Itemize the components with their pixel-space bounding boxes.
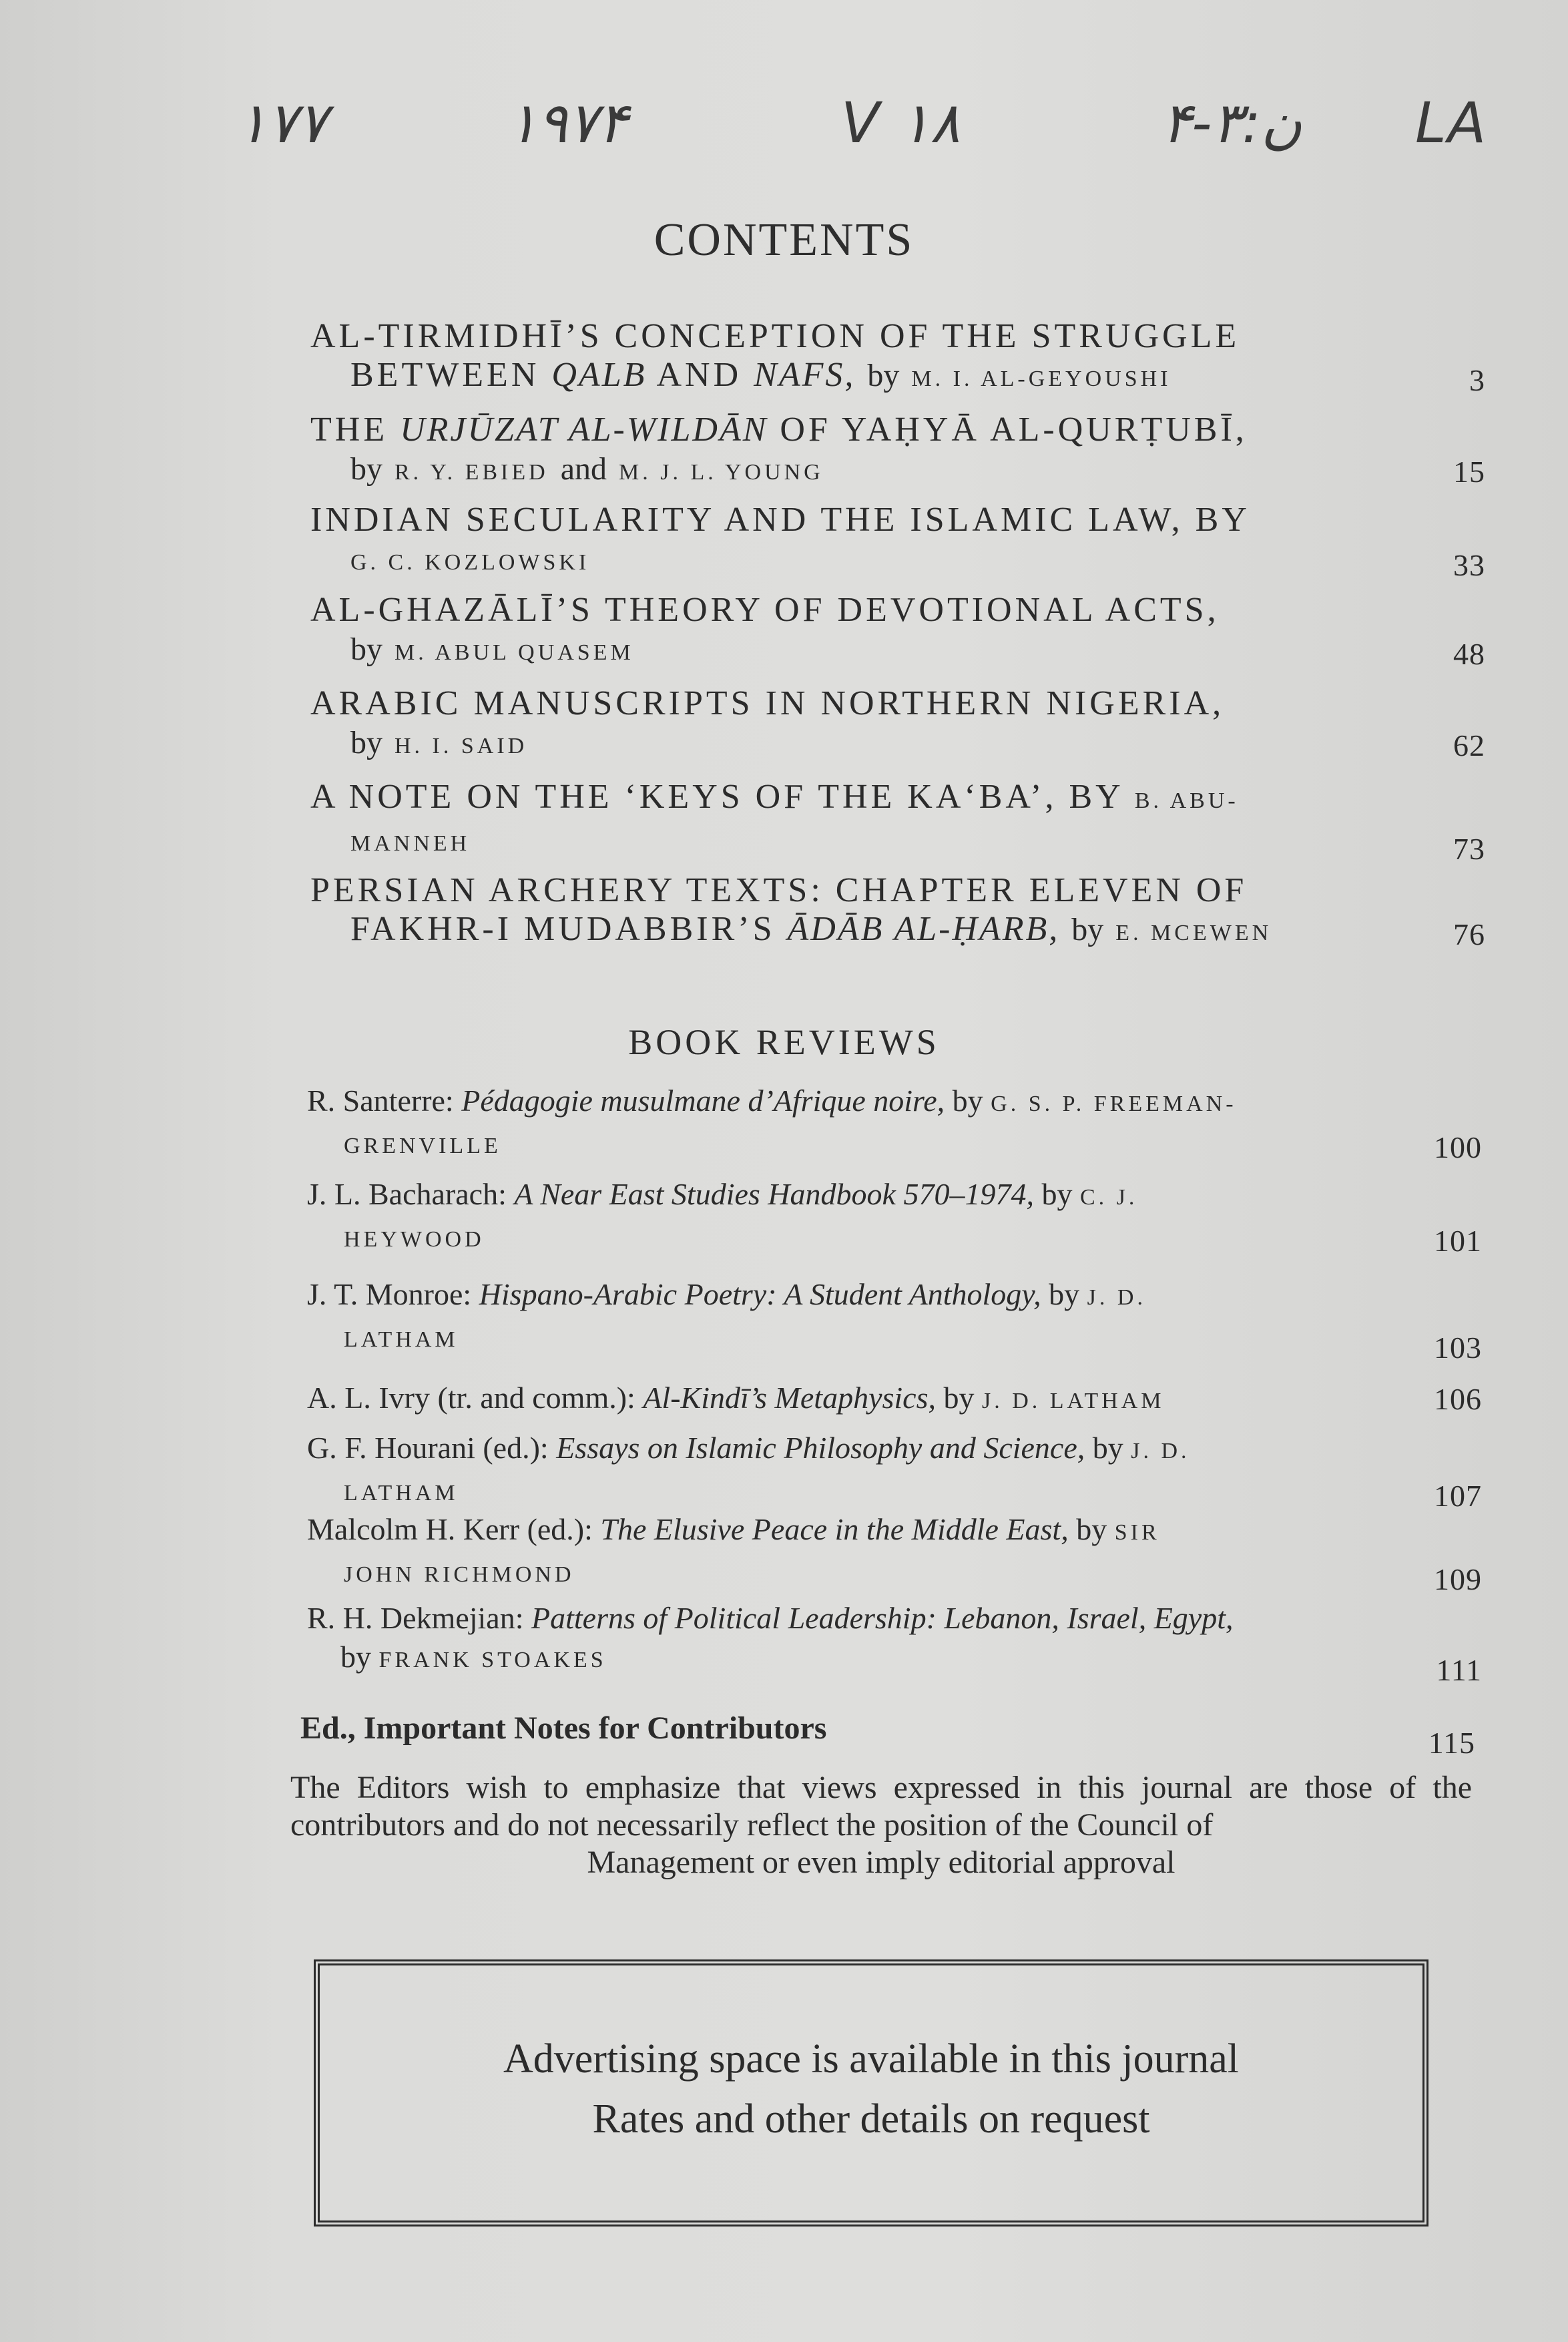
handwritten-note-1: ۱۷۷ bbox=[237, 90, 328, 156]
by-text: by bbox=[1041, 1277, 1087, 1311]
page-number: 100 bbox=[1434, 1130, 1482, 1164]
by-text: by bbox=[350, 725, 382, 760]
editors-note-last-line: Management or even imply editorial approval bbox=[587, 1845, 1175, 1880]
page-number: 48 bbox=[1453, 637, 1485, 671]
review-book-author: J. L. Bacharach: bbox=[307, 1177, 515, 1211]
by-text: by bbox=[1071, 912, 1104, 947]
article-author: E. MCEWEN bbox=[1115, 921, 1272, 945]
article-entry bbox=[310, 871, 1485, 953]
review-line bbox=[307, 1275, 1462, 1317]
review-entry bbox=[307, 1275, 1482, 1365]
page-number: 15 bbox=[1453, 455, 1485, 489]
article-entry bbox=[310, 317, 1485, 399]
article-byline bbox=[310, 723, 1465, 766]
article-title bbox=[310, 317, 1465, 356]
page-number: 3 bbox=[1469, 363, 1485, 397]
review-line bbox=[307, 1599, 1462, 1638]
review-line bbox=[307, 1510, 1462, 1552]
editors-note-text: The Editors wish to emphasize that views expressed in this journal are those of the contributors and do not necessarily reflect the position of the Council of bbox=[290, 1770, 1472, 1843]
article-title-cont bbox=[310, 356, 1465, 399]
article-author: M. J. L. YOUNG bbox=[619, 460, 824, 485]
article-entry bbox=[310, 591, 1485, 672]
by-text: by bbox=[340, 1640, 379, 1674]
article-title-text: AL-GHAZĀLĪ’S THEORY OF DEVOTIONAL ACTS, bbox=[310, 591, 1220, 629]
article-title-text: ARABIC MANUSCRIPTS IN NORTHERN NIGERIA, bbox=[310, 684, 1225, 722]
editors-note bbox=[290, 1769, 1472, 1881]
reviewer: LATHAM bbox=[344, 1481, 459, 1505]
article-author: R. Y. EBIED bbox=[395, 460, 549, 485]
by-text: by bbox=[1033, 1177, 1080, 1211]
reviewer: J. D. LATHAM bbox=[982, 1389, 1165, 1413]
review-line bbox=[307, 1082, 1462, 1124]
article-entry bbox=[310, 684, 1485, 766]
by-text: by bbox=[936, 1381, 982, 1415]
by-text: by bbox=[350, 451, 382, 487]
and-text: and bbox=[560, 451, 607, 487]
article-title-text: A NOTE ON THE ‘KEYS OF THE KA‘BA’, BY bbox=[310, 778, 1123, 816]
reviewer: FRANK STOAKES bbox=[378, 1648, 607, 1672]
article-title-cont bbox=[310, 910, 1465, 953]
advertising-line-2: Rates and other details on request bbox=[592, 2096, 1150, 2142]
article-title-text: OF YAḤYĀ AL-QURṬUBĪ, bbox=[768, 411, 1248, 449]
reviewer: GRENVILLE bbox=[344, 1134, 501, 1158]
page-number: 111 bbox=[1436, 1653, 1482, 1687]
article-title-italic: URJŪZAT AL-WILDĀN bbox=[400, 411, 768, 449]
article-title bbox=[310, 778, 1465, 821]
by-text: by bbox=[350, 632, 382, 667]
review-entry bbox=[307, 1082, 1482, 1166]
reviewer: J. D. bbox=[1087, 1285, 1146, 1310]
article-entry bbox=[310, 501, 1485, 582]
article-title-text: THE bbox=[310, 411, 401, 449]
review-line bbox=[307, 1175, 1462, 1217]
review-line bbox=[307, 1471, 1462, 1513]
review-line bbox=[307, 1429, 1462, 1471]
review-line bbox=[307, 1379, 1462, 1421]
article-title-text: AND bbox=[646, 356, 754, 394]
review-book-title: Al-Kindī’s Metaphysics, bbox=[643, 1381, 936, 1415]
reviewer: SIR bbox=[1114, 1520, 1160, 1545]
review-line bbox=[307, 1552, 1462, 1594]
reviewer: G. S. P. FREEMAN- bbox=[991, 1092, 1237, 1116]
editorial-label: Ed., Important Notes for Contributors bbox=[300, 1710, 827, 1746]
handwritten-note-5: LA bbox=[1415, 90, 1488, 156]
reviewer: JOHN RICHMOND bbox=[344, 1562, 575, 1587]
review-book-title: Patterns of Political Leadership: Lebanon, Israel, Egypt, bbox=[531, 1601, 1234, 1635]
article-title-line: AL-TIRMIDHĪ’S CONCEPTION OF THE STRUGGLE bbox=[310, 317, 1240, 355]
page-number: 109 bbox=[1434, 1562, 1482, 1596]
article-title-text: BETWEEN bbox=[350, 356, 552, 394]
by-text: by bbox=[1085, 1431, 1131, 1465]
review-book-author: Malcolm H. Kerr (ed.): bbox=[307, 1512, 601, 1546]
article-title bbox=[310, 871, 1465, 910]
review-book-title: The Elusive Peace in the Middle East, bbox=[600, 1512, 1069, 1546]
review-book-author: R. H. Dekmejian: bbox=[307, 1601, 531, 1635]
review-book-title: Pédagogie musulmane d’Afrique noire, bbox=[461, 1084, 945, 1118]
review-line bbox=[307, 1638, 1462, 1680]
article-author: M. ABUL QUASEM bbox=[395, 640, 634, 665]
handwritten-note-2: ۱۹۷۴ bbox=[507, 90, 628, 156]
review-line bbox=[307, 1217, 1462, 1259]
review-book-author: G. F. Hourani (ed.): bbox=[307, 1431, 557, 1465]
article-title bbox=[310, 684, 1465, 723]
by-text: by bbox=[1068, 1512, 1115, 1546]
review-book-author: R. Santerre: bbox=[307, 1084, 462, 1118]
page-number: 103 bbox=[1434, 1331, 1482, 1365]
article-title-italic: QALB bbox=[551, 356, 647, 394]
page-number: 73 bbox=[1453, 832, 1485, 866]
by-text: by bbox=[867, 358, 900, 393]
article-author: MANNEH bbox=[350, 831, 471, 856]
review-book-title: A Near East Studies Handbook 570–1974, bbox=[514, 1177, 1034, 1211]
article-byline bbox=[310, 449, 1465, 492]
editorial-entry bbox=[300, 1709, 1475, 1760]
page-number: 107 bbox=[1434, 1479, 1482, 1513]
reviewer: C. J. bbox=[1079, 1185, 1138, 1210]
page-number: 33 bbox=[1453, 548, 1485, 582]
article-author: B. ABU- bbox=[1134, 788, 1239, 813]
page-number: 101 bbox=[1434, 1224, 1482, 1258]
article-title-text: PERSIAN ARCHERY TEXTS: CHAPTER ELEVEN OF bbox=[310, 871, 1248, 909]
advertising-box bbox=[314, 1959, 1428, 2227]
article-byline bbox=[310, 630, 1465, 672]
review-entry bbox=[307, 1599, 1482, 1687]
reviewer: LATHAM bbox=[344, 1327, 459, 1352]
review-entry bbox=[307, 1510, 1482, 1596]
article-title bbox=[310, 411, 1465, 449]
by-text: by bbox=[945, 1084, 991, 1118]
article-title-text: FAKHR-I MUDABBIR’S bbox=[350, 910, 788, 948]
article-title-text: INDIAN SECULARITY AND THE ISLAMIC LAW, BY bbox=[310, 501, 1250, 539]
page-number: 76 bbox=[1453, 917, 1485, 951]
advertising-line-1: Advertising space is available in this journal bbox=[503, 2036, 1239, 2082]
review-book-title: Hispano-Arabic Poetry: A Student Anthology, bbox=[479, 1277, 1041, 1311]
review-book-author: A. L. Ivry (tr. and comm.): bbox=[307, 1381, 643, 1415]
article-entry bbox=[310, 411, 1485, 492]
article-byline bbox=[310, 539, 1465, 582]
handwritten-note-4: ن:۳-۴ bbox=[1161, 90, 1302, 156]
page-number: 62 bbox=[1453, 728, 1485, 762]
handwritten-note-3: V ۱۸ bbox=[841, 90, 961, 156]
review-entry bbox=[307, 1175, 1482, 1259]
reviewer: J. D. bbox=[1131, 1439, 1190, 1463]
review-line bbox=[307, 1124, 1462, 1166]
article-entry bbox=[310, 778, 1485, 866]
article-title-italic: ĀDĀB AL-ḤARB, bbox=[787, 910, 1060, 948]
article-author: M. I. AL-GEYOUSHI bbox=[911, 367, 1171, 391]
page-number: 106 bbox=[1434, 1382, 1482, 1416]
article-author: G. C. KOZLOWSKI bbox=[350, 550, 590, 575]
review-book-title: Essays on Islamic Philosophy and Science, bbox=[556, 1431, 1085, 1465]
reviewer: HEYWOOD bbox=[344, 1227, 485, 1252]
review-entry bbox=[307, 1379, 1482, 1421]
article-byline bbox=[310, 821, 1465, 863]
page-number: 115 bbox=[1428, 1726, 1475, 1760]
review-entry bbox=[307, 1429, 1482, 1513]
page-title: CONTENTS bbox=[654, 214, 914, 266]
review-book-author: J. T. Monroe: bbox=[307, 1277, 479, 1311]
article-author: H. I. SAID bbox=[395, 734, 528, 758]
article-title-italic: NAFS, bbox=[754, 356, 856, 394]
article-title bbox=[310, 501, 1465, 539]
book-reviews-heading: BOOK REVIEWS bbox=[628, 1022, 940, 1062]
article-title bbox=[310, 591, 1465, 630]
review-line bbox=[307, 1317, 1462, 1359]
